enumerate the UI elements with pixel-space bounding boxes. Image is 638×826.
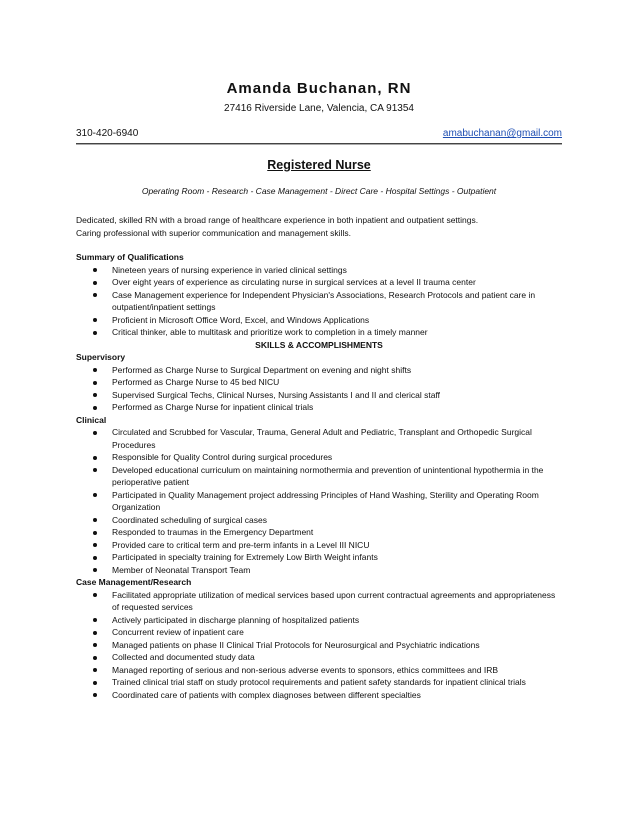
contact-line <box>76 128 562 139</box>
skills-heading: SKILLS & ACCOMPLISHMENTS <box>255 339 383 350</box>
email-link[interactable]: amabuchanan@gmail.com <box>442 128 562 139</box>
candidate-name: Amanda Buchanan, RN <box>226 80 412 97</box>
list-item: Trained clinical trial staff on study protocol requirements and patient safety standards for inpatient clinical trials <box>76 676 562 689</box>
section-heading-case-management: Case Management/Research <box>76 577 192 587</box>
list-item: Participated in Quality Management project addressing Principles of Hand Washing, Sterility and Operating Room Organization <box>76 489 562 514</box>
list-item: Performed as Charge Nurse for inpatient clinical trials <box>76 401 562 414</box>
qualifications-list <box>76 264 562 339</box>
list-item: Nineteen years of nursing experience in varied clinical settings <box>76 264 562 277</box>
section-heading-supervisory: Supervisory <box>76 352 126 362</box>
list-item: Provided care to critical term and pre-term infants in a Level III NICU <box>76 539 562 552</box>
supervisory-list <box>76 364 562 414</box>
list-item: Collected and documented study data <box>76 651 562 664</box>
summary-paragraph <box>76 214 562 239</box>
practice-areas: Operating Room - Research - Case Management - Direct Care - Hospital Settings - Outpatient <box>141 186 497 196</box>
list-item: Case Management experience for Independent Physician's Associations, Research Protocols and patient care in outpatient/inpatient settings <box>76 289 562 314</box>
header-divider <box>76 143 562 144</box>
summary-line: Dedicated, skilled RN with a broad range of healthcare experience in both inpatient and outpatient settings. <box>76 215 479 225</box>
list-item: Actively participated in discharge planning of hospitalized patients <box>76 614 562 627</box>
case-management-list <box>76 589 562 702</box>
list-item: Participated in specialty training for Extremely Low Birth Weight infants <box>76 551 562 564</box>
section-heading-qualifications: Summary of Qualifications <box>76 252 184 262</box>
section-heading-clinical: Clinical <box>76 414 107 425</box>
role-title: Registered Nurse <box>267 158 371 172</box>
list-item: Developed educational curriculum on maintaining normothermia and prevention of unintentional hypothermia in the perioperative patient <box>76 464 562 489</box>
phone: 310-420-6940 <box>76 128 139 139</box>
list-item: Critical thinker, able to multitask and prioritize work to completion in a timely manner <box>76 326 562 339</box>
list-item: Over eight years of experience as circulating nurse in surgical services at a level II trauma center <box>76 276 562 289</box>
list-item: Managed patients on phase II Clinical Trial Protocols for Neurosurgical and Psychiatric indications <box>76 639 562 652</box>
address: 27416 Riverside Lane, Valencia, CA 91354 <box>224 103 414 114</box>
list-item: Responded to traumas in the Emergency Department <box>76 526 562 539</box>
list-item: Performed as Charge Nurse to 45 bed NICU <box>76 376 562 389</box>
list-item: Managed reporting of serious and non-serious adverse events to sponsors, ethics committees and IRB <box>76 664 562 677</box>
list-item: Performed as Charge Nurse to Surgical Department on evening and night shifts <box>76 364 562 377</box>
list-item: Circulated and Scrubbed for Vascular, Trauma, General Adult and Pediatric, Transplant and Orthopedic Surgical Procedures <box>76 426 562 451</box>
list-item: Proficient in Microsoft Office Word, Excel, and Windows Applications <box>76 314 562 327</box>
list-item: Supervised Surgical Techs, Clinical Nurses, Nursing Assistants I and II and clerical staff <box>76 389 562 402</box>
list-item: Responsible for Quality Control during surgical procedures <box>76 451 562 464</box>
list-item: Concurrent review of inpatient care <box>76 626 562 639</box>
list-item: Facilitated appropriate utilization of medical services based upon current contractual agreements and appropriateness of requested services <box>76 589 562 614</box>
list-item: Coordinated care of patients with complex diagnoses between different specialties <box>76 689 562 702</box>
list-item: Coordinated scheduling of surgical cases <box>76 514 562 527</box>
summary-line: Caring professional with superior communication and management skills. <box>76 227 351 238</box>
resume-body <box>76 251 562 701</box>
clinical-list <box>76 426 562 576</box>
list-item: Member of Neonatal Transport Team <box>76 564 562 577</box>
